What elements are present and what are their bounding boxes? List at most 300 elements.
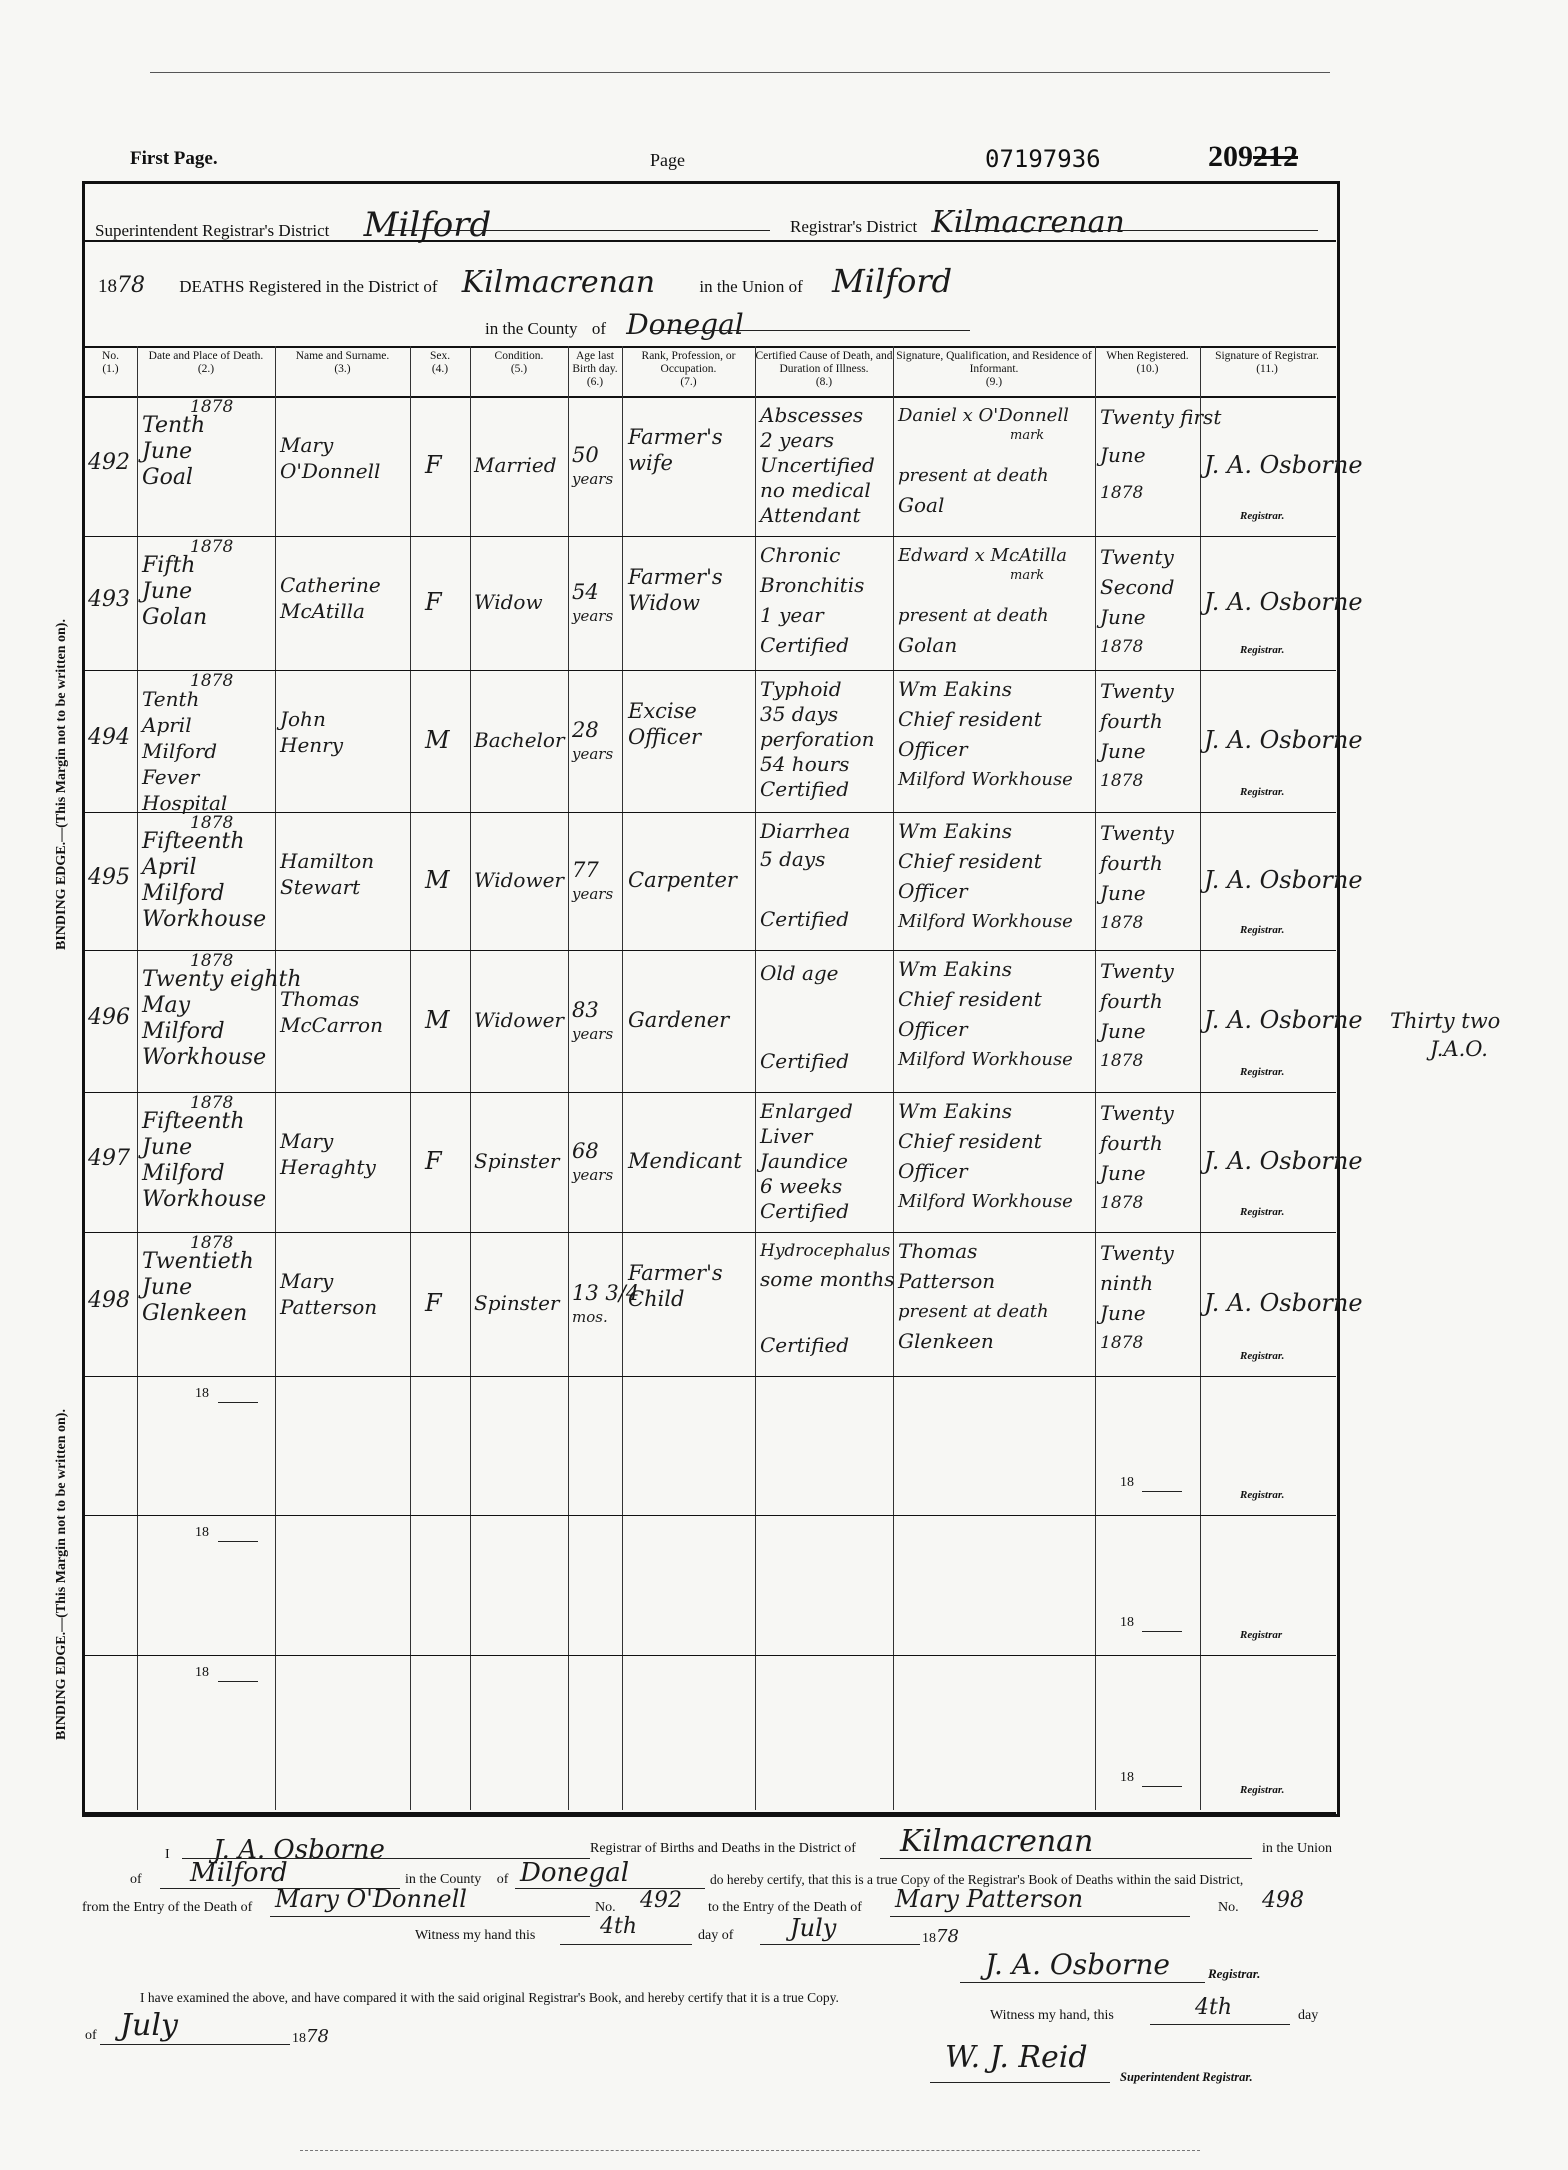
entry-date-line: Milford (142, 1019, 225, 1044)
cert-witness-year-prefix: 18 (922, 1931, 936, 1946)
title-union-value: Milford (832, 262, 953, 300)
rule-header-bottom (84, 396, 1336, 398)
entry-informant-line: present at death (898, 605, 1049, 626)
entry-informant-line: Chief resident (898, 987, 1042, 1011)
superintendent-label: Superintendent Registrar's District (95, 221, 330, 240)
entry-date-line: June (142, 439, 193, 464)
entry-registered-line: Twenty first (1100, 405, 1222, 429)
entry-name-line: Mary (280, 1269, 334, 1293)
entry-registered-line: 1878 (1100, 913, 1144, 933)
page-word: Page (650, 150, 685, 170)
column-rule (275, 346, 276, 1810)
column-header (137, 350, 275, 376)
county-underline (650, 330, 970, 331)
entry-date-line: May (142, 993, 191, 1018)
cert-witness-year-suffix: 78 (936, 1926, 959, 1947)
entry-cause-line: Bronchitis (760, 573, 865, 597)
entry-date-line: Milford (142, 739, 218, 763)
entry-age-line: 83 (572, 998, 599, 1022)
entry-registrar-signature: J. A. Osborne (1204, 726, 1363, 754)
cert-text-1: Registrar of Births and Deaths in the District of (590, 1841, 856, 1856)
rule-header-top (84, 346, 1336, 348)
column-rule (755, 346, 756, 1810)
cert-from-name: Mary O'Donnell (275, 1885, 467, 1913)
entry-registered-line: 1878 (1100, 483, 1144, 503)
entry-date-line: Fifteenth (142, 1109, 245, 1134)
entry-occupation-line: Widow (628, 591, 700, 615)
top-rule (150, 72, 1330, 73)
year-suffix: 78 (117, 273, 145, 298)
entry-condition: Widower (474, 868, 564, 892)
entry-registered-line: Twenty (1100, 959, 1174, 983)
blank-reg-underline (1142, 1786, 1182, 1787)
entry-occupation-line: Farmer's (628, 425, 723, 449)
entry-age-line: years (572, 1166, 614, 1184)
union-text: in the Union of (699, 277, 803, 296)
entry-informant-line: Milford Workhouse (898, 1191, 1073, 1212)
entry-cause-line: 54 hours (760, 752, 850, 776)
entry-cause-line: Abscesses (760, 403, 864, 427)
entry-registered-line: Twenty (1100, 1101, 1174, 1125)
entry-sex: F (425, 1289, 442, 1317)
cert-witness-day: 4th (600, 1914, 638, 1939)
cert-from-no: 492 (640, 1888, 682, 1913)
entry-name-line: Henry (280, 733, 344, 757)
cert-county: Donegal (520, 1858, 630, 1888)
county-text: in the County (485, 319, 578, 338)
entry-cause-line: Certified (760, 777, 850, 801)
entry-registrar-signature: J. A. Osborne (1204, 866, 1363, 894)
entry-informant-line: Edward x McAtilla (898, 545, 1067, 566)
deaths-text: DEATHS Registered in the District of (179, 277, 438, 296)
entry-cause-line: no medical (760, 478, 871, 502)
county-of: of (591, 319, 606, 338)
entry-cause-line: Certified (760, 1333, 850, 1357)
blank-reg-prefix: 18 (1120, 1770, 1134, 1785)
entry-occupation-line: Gardener (628, 1008, 730, 1032)
entry-registered-line: Twenty (1100, 545, 1174, 569)
entry-informant-line: Glenkeen (898, 1329, 994, 1353)
entry-cause-line: Certified (760, 1049, 850, 1073)
cert-of: of (130, 1872, 142, 1887)
cert-month-2: July (120, 2008, 178, 2043)
entry-registered-line: Twenty (1100, 1241, 1174, 1265)
entry-cause-line: 6 weeks (760, 1174, 843, 1198)
column-rule (137, 346, 138, 1810)
cert-witness-2: Witness my hand, this (990, 2008, 1114, 2023)
column-header-label: Name and Surname. (295, 350, 390, 362)
cert-county-of: of (496, 1872, 509, 1887)
entry-date-line: Fever (142, 765, 200, 789)
entry-registered-line: fourth (1100, 989, 1163, 1013)
entry-sex: F (425, 451, 442, 479)
cert-no-label: No. (595, 1900, 616, 1915)
entry-condition: Widow (474, 590, 543, 614)
entry-date-line: April (142, 713, 192, 737)
binding-edge-note-bottom: BINDING EDGE.—(This Margin not to be written on). (54, 1409, 69, 1740)
row-rule (84, 1376, 1336, 1377)
entry-name-line: McCarron (280, 1013, 383, 1037)
entry-occupation-line: Carpenter (628, 868, 737, 892)
county-value: Donegal (626, 308, 744, 341)
entry-name-line: Stewart (280, 875, 361, 899)
entry-registered-line: Twenty (1100, 679, 1174, 703)
entry-informant-line: Goal (898, 493, 945, 517)
entry-occupation-line: Child (628, 1287, 685, 1311)
cert-signature: J. A. Osborne (985, 1948, 1170, 1981)
entry-registrar-label: Registrar. (1240, 644, 1285, 656)
entry-date-line: Hospital (142, 791, 228, 815)
column-header-number: (9.) (985, 376, 1003, 388)
entry-registered-line: June (1100, 1161, 1146, 1185)
cert-of-2: of (85, 2028, 97, 2043)
blank-year-prefix: 18 (195, 1386, 209, 1401)
column-header-number: (10.) (1136, 363, 1159, 375)
row-rule (84, 812, 1336, 813)
column-header-label: When Registered. (1106, 350, 1189, 362)
column-header (893, 350, 1095, 389)
column-rule (568, 346, 569, 1810)
row-rule (84, 1092, 1336, 1093)
column-header (410, 350, 470, 376)
entry-date-line: Golan (142, 605, 208, 630)
blank-reg-prefix: 18 (1120, 1615, 1134, 1630)
supt-signature: W. J. Reid (945, 2040, 1088, 2075)
cert-to-name: Mary Patterson (895, 1885, 1084, 1913)
column-header (84, 350, 137, 376)
entry-year: 1878 (190, 671, 234, 691)
entry-cause-line: Diarrhea (760, 819, 851, 843)
cert-to-entry: to the Entry of the Death of (708, 1900, 862, 1915)
entry-registered-line: Second (1100, 575, 1175, 599)
column-header-label: Signature of Registrar. (1215, 350, 1319, 362)
entry-registered-line: June (1100, 605, 1146, 629)
column-header-number: (5.) (510, 363, 528, 375)
entry-date-line: Workhouse (142, 1187, 267, 1212)
entry-occupation-line: wife (628, 451, 673, 475)
blank-registrar-label: Registrar. (1240, 1784, 1285, 1796)
entry-sex: M (425, 726, 450, 754)
entry-cause-line: perforation (760, 727, 875, 751)
entry-number: 497 (88, 1146, 130, 1171)
entry-age-line: 13 3/4 (572, 1281, 640, 1305)
entry-registered-line: June (1100, 1301, 1146, 1325)
entry-date-line: Goal (142, 465, 193, 490)
entry-informant-line: Golan (898, 633, 958, 657)
column-rule (622, 346, 623, 1810)
bottom-rule (300, 2150, 1200, 2151)
supt-signature-underline (930, 2082, 1110, 2083)
entry-registered-line: June (1100, 1019, 1146, 1043)
entry-date-line: Fifth (142, 553, 196, 578)
entry-occupation-line: Farmer's (628, 1261, 723, 1285)
cert-year-2 (292, 2026, 329, 2047)
entry-date-line: Twentieth (142, 1249, 254, 1274)
entry-cause-line: 35 days (760, 702, 839, 726)
entry-occupation-line: Farmer's (628, 565, 723, 589)
entry-informant-line: Milford Workhouse (898, 769, 1073, 790)
cert-union: Milford (190, 1858, 288, 1888)
cert-in-union: in the Union (1262, 1841, 1332, 1856)
column-header-number: (4.) (431, 363, 449, 375)
cert-district: Kilmacrenan (900, 1824, 1094, 1859)
entry-registrar-label: Registrar. (1240, 1350, 1285, 1362)
row-rule (84, 670, 1336, 671)
entry-age-line: years (572, 1025, 614, 1043)
entry-date-line: Fifteenth (142, 829, 245, 854)
blank-registrar-label: Registrar. (1240, 1489, 1285, 1501)
entry-cause-line: Enlarged (760, 1099, 853, 1123)
column-header-number: (2.) (197, 363, 215, 375)
column-header-label: No. (102, 350, 119, 362)
entry-sex: F (425, 1147, 442, 1175)
column-header-label: Rank, Profession, or Occupation. (641, 350, 736, 375)
column-rule (410, 346, 411, 1810)
entry-name-line: O'Donnell (280, 459, 381, 483)
cert-no-label-2: No. (1218, 1900, 1239, 1915)
entry-informant-line: Officer (898, 737, 968, 761)
entry-occupation-line: Officer (628, 725, 702, 749)
cert-month2-underline (100, 2044, 290, 2045)
cert-registrar-name: J. A. Osborne (213, 1835, 385, 1865)
entry-age-line: 77 (572, 858, 599, 882)
entry-age-line: years (572, 885, 614, 903)
entry-age-line: 54 (572, 580, 599, 604)
entry-number: 498 (88, 1288, 130, 1313)
cert-witness: Witness my hand this (415, 1928, 536, 1943)
entry-cause-line: 5 days (760, 847, 826, 871)
column-header (622, 350, 755, 389)
blank-year-underline (218, 1541, 258, 1542)
entry-registrar-label: Registrar. (1240, 1206, 1285, 1218)
cert-in-county-label: in the County (405, 1872, 482, 1887)
registrar-value: Kilmacrenan (931, 205, 1125, 240)
entry-year: 1878 (190, 951, 234, 971)
cert-registrar-label: Registrar. (1208, 1966, 1261, 1981)
column-header-number: (3.) (334, 363, 351, 375)
entry-condition: Married (474, 453, 557, 477)
entry-name-line: McAtilla (280, 599, 365, 623)
entry-registered-line: 1878 (1100, 771, 1144, 791)
blank-reg-prefix: 18 (1120, 1475, 1134, 1490)
cert-witness-month: July (790, 1914, 837, 1942)
entry-cause-line: Typhoid (760, 677, 842, 701)
cert-day-2: day (1298, 2008, 1319, 2023)
blank-year-prefix: 18 (195, 1665, 209, 1680)
entry-age-line: years (572, 745, 614, 763)
column-header-number: (11.) (1256, 363, 1278, 375)
superintendent-district (95, 205, 491, 245)
entry-informant-line: Wm Eakins (898, 819, 1013, 843)
cert-witness2-day-underline (1150, 2024, 1290, 2025)
entry-date-line: June (142, 579, 193, 604)
entry-name-line: Hamilton (280, 849, 375, 873)
cert-witness-year (922, 1926, 959, 1947)
cert-district-underline (880, 1858, 1252, 1859)
entry-registered-line: fourth (1100, 1131, 1163, 1155)
registrar-label: Registrar's District (790, 217, 918, 236)
entry-age-line: years (572, 470, 614, 488)
entry-year: 1878 (190, 1093, 234, 1113)
column-header (1200, 350, 1334, 376)
blank-year-underline (218, 1402, 258, 1403)
entry-date-line: Glenkeen (142, 1301, 248, 1326)
column-header-number: (1.) (102, 363, 119, 375)
rule-certificate-top (84, 1812, 1336, 1814)
cert-witness2-day: 4th (1195, 1995, 1233, 2020)
cert-signature-underline (960, 1982, 1205, 1983)
year-prefix: 18 (98, 276, 117, 297)
entry-cause-line: Old age (760, 961, 839, 985)
row-rule (84, 1232, 1336, 1233)
column-header-label: Sex. (429, 350, 451, 362)
informant-mark: mark (1010, 428, 1045, 443)
column-rule (893, 346, 894, 1810)
entry-cause-line: Uncertified (760, 453, 875, 477)
entry-year: 1878 (190, 813, 234, 833)
entry-cause-line: some months (760, 1267, 895, 1291)
margin-annotation-line2: J.A.O. (1430, 1037, 1488, 1061)
entry-name-line: John (280, 707, 326, 731)
binding-edge-note-top: BINDING EDGE.—(This Margin not to be written on). (54, 619, 69, 950)
entry-sex: M (425, 866, 450, 894)
entry-cause-line: Jaundice (760, 1149, 848, 1173)
entry-number: 496 (88, 1005, 130, 1030)
column-header (470, 350, 568, 376)
column-header-number: (6.) (586, 376, 604, 388)
column-rule (1095, 346, 1096, 1810)
entry-registrar-signature: J. A. Osborne (1204, 1147, 1363, 1175)
entry-year: 1878 (190, 1233, 234, 1253)
entry-registered-line: June (1100, 443, 1146, 467)
column-header-label: Date and Place of Death. (148, 350, 264, 362)
entry-registrar-signature: J. A. Osborne (1204, 451, 1363, 479)
entry-informant-line: present at death (898, 1301, 1049, 1322)
entry-date-line: April (142, 855, 197, 880)
entry-cause-line: Certified (760, 907, 850, 931)
folio-current: 209 (1208, 140, 1253, 173)
column-rule (1200, 346, 1201, 1810)
entry-date-line: Tenth (142, 687, 200, 711)
entry-condition: Widower (474, 1008, 564, 1032)
blank-reg-underline (1142, 1491, 1182, 1492)
entry-date-line: Milford (142, 881, 225, 906)
cert-witness-month-underline (760, 1944, 920, 1945)
entry-occupation-line: Mendicant (628, 1149, 742, 1173)
title-district-value: Kilmacrenan (461, 265, 656, 300)
cert-to-name-underline (890, 1916, 1190, 1917)
entry-registered-line: fourth (1100, 709, 1163, 733)
column-header-number: (8.) (815, 376, 833, 388)
cert-from-entry: from the Entry of the Death of (82, 1900, 253, 1915)
column-header (275, 350, 410, 376)
entry-registrar-label: Registrar. (1240, 786, 1285, 798)
entry-registered-line: 1878 (1100, 1333, 1144, 1353)
entry-informant-line: Milford Workhouse (898, 1049, 1073, 1070)
entry-name-line: Heraghty (280, 1155, 376, 1179)
deaths-title (98, 262, 952, 300)
entry-informant-line: Wm Eakins (898, 1099, 1013, 1123)
page-label: First Page. (130, 148, 218, 169)
entry-registered-line: June (1100, 739, 1146, 763)
county-line (485, 308, 744, 341)
entry-registered-line: 1878 (1100, 637, 1144, 657)
superintendent-value: Milford (363, 205, 492, 245)
folio-number (1208, 140, 1298, 174)
entry-cause-line: Certified (760, 1199, 850, 1223)
entry-age-line: years (572, 607, 614, 625)
margin-annotation-line1: Thirty two (1390, 1009, 1501, 1033)
cert-day-of: day of (698, 1928, 734, 1943)
entry-informant-line: present at death (898, 465, 1049, 486)
cert-examined: I have examined the above, and have compared it with the said original Registrar's Book, and hereby certify that it is a true Copy. (140, 1990, 839, 2005)
entry-informant-line: Chief resident (898, 1129, 1042, 1153)
column-header (568, 350, 622, 389)
cert-year2-prefix: 18 (292, 2031, 306, 2046)
entry-informant-line: Daniel x O'Donnell (898, 405, 1069, 426)
entry-cause-line: 2 years (760, 428, 834, 452)
entry-informant-line: Thomas (898, 1239, 978, 1263)
column-header-label: Age last Birth day. (572, 350, 618, 375)
registrar-district (790, 205, 1125, 240)
column-header-label: Certified Cause of Death, and Duration of Illness. (755, 350, 893, 375)
entry-sex: M (425, 1006, 450, 1034)
entry-sex: F (425, 588, 442, 616)
blank-reg-underline (1142, 1631, 1182, 1632)
entry-registered-line: 1878 (1100, 1051, 1144, 1071)
cert-i: I (165, 1847, 170, 1862)
entry-date-line: Twenty eighth (142, 967, 302, 992)
entry-informant-line: Wm Eakins (898, 957, 1013, 981)
entry-date-line: Workhouse (142, 907, 267, 932)
entry-name-line: Patterson (280, 1295, 378, 1319)
entry-informant-line: Officer (898, 879, 968, 903)
doc-number: 07197936 (985, 145, 1101, 173)
entry-age-line: 28 (572, 718, 599, 742)
entry-name-line: Mary (280, 433, 334, 457)
entry-cause-line: Hydrocephalus (760, 1241, 891, 1261)
entry-registrar-signature: J. A. Osborne (1204, 588, 1363, 616)
entry-number: 493 (88, 587, 130, 612)
entry-date-line: Tenth (142, 413, 206, 438)
column-header-label: Signature, Qualification, and Residence of Informant. (896, 350, 1092, 375)
entry-condition: Spinster (474, 1291, 560, 1315)
rule-after-district (84, 240, 1336, 242)
blank-registrar-label: Registrar (1240, 1629, 1283, 1641)
column-header-number: (7.) (680, 376, 697, 388)
entry-informant-line: Chief resident (898, 707, 1042, 731)
entry-informant-line: Chief resident (898, 849, 1042, 873)
entry-informant-line: Officer (898, 1017, 968, 1041)
entry-name-line: Mary (280, 1129, 334, 1153)
row-rule (84, 950, 1336, 951)
entry-registered-line: June (1100, 881, 1146, 905)
entry-cause-line: Attendant (760, 503, 861, 527)
entry-age-line: 68 (572, 1139, 599, 1163)
entry-name-line: Catherine (280, 573, 381, 597)
entry-age-line: 50 (572, 443, 599, 467)
cert-from-name-underline (270, 1916, 590, 1917)
informant-mark: mark (1010, 568, 1045, 583)
entry-date-line: Milford (142, 1161, 225, 1186)
entry-year: 1878 (190, 537, 234, 557)
entry-year: 1878 (190, 397, 234, 417)
entry-registered-line: 1878 (1100, 1193, 1144, 1213)
row-rule (84, 536, 1336, 537)
entry-registered-line: ninth (1100, 1271, 1154, 1295)
entry-number: 492 (88, 450, 130, 475)
blank-year-prefix: 18 (195, 1525, 209, 1540)
